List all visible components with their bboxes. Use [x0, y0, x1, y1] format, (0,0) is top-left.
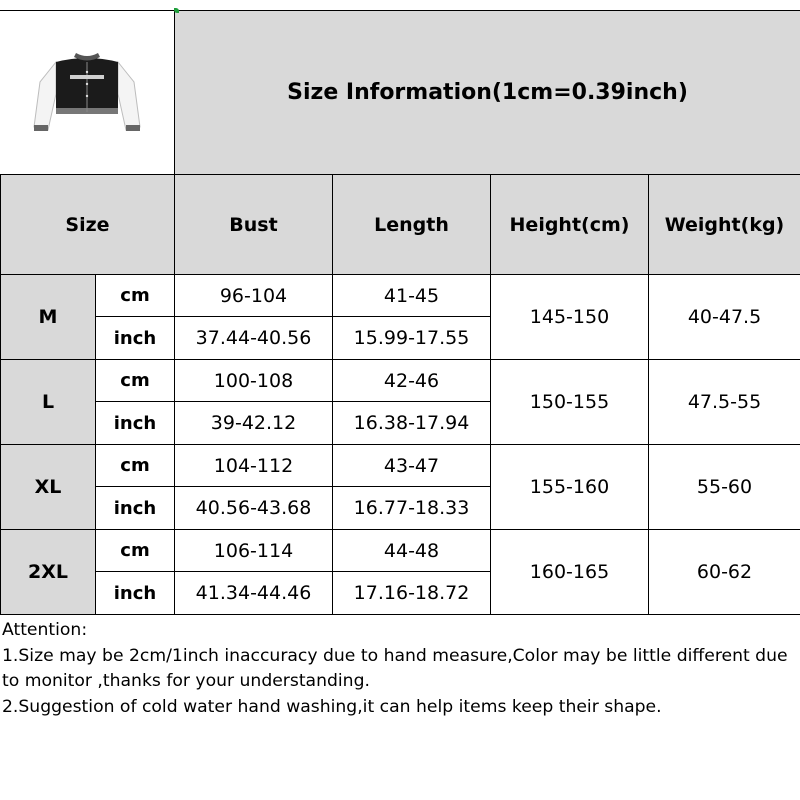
bust-inch: 37.44-40.56: [175, 317, 333, 360]
weight-value: 47.5-55: [649, 360, 800, 445]
note-line-1: 1.Size may be 2cm/1inch inaccuracy due to hand measure,Color may be little different due to monitor ,thanks for your understanding.: [2, 645, 788, 691]
unit-inch: inch: [96, 402, 175, 445]
col-header-length: Length: [333, 175, 491, 275]
length-cm: 41-45: [333, 275, 491, 317]
bust-cm: 100-108: [175, 360, 333, 402]
unit-inch: inch: [96, 487, 175, 530]
size-label: 2XL: [1, 530, 96, 615]
col-header-bust: Bust: [175, 175, 333, 275]
size-label: XL: [1, 445, 96, 530]
bust-cm: 104-112: [175, 445, 333, 487]
unit-cm: cm: [96, 360, 175, 402]
size-table: [0, 10, 800, 615]
col-header-size: Size: [1, 175, 175, 275]
corner-mark-icon: [174, 8, 179, 13]
unit-inch: inch: [96, 317, 175, 360]
bust-inch: 41.34-44.46: [175, 572, 333, 615]
height-value: 150-155: [491, 360, 649, 445]
bust-inch: 40.56-43.68: [175, 487, 333, 530]
weight-value: 60-62: [649, 530, 800, 615]
unit-cm: cm: [96, 530, 175, 572]
unit-cm: cm: [96, 275, 175, 317]
length-inch: 17.16-18.72: [333, 572, 491, 615]
weight-value: 55-60: [649, 445, 800, 530]
length-cm: 42-46: [333, 360, 491, 402]
height-value: 145-150: [491, 275, 649, 360]
length-cm: 44-48: [333, 530, 491, 572]
unit-cm: cm: [96, 445, 175, 487]
size-info-title: Size Information(1cm=0.39inch): [175, 11, 800, 175]
length-inch: 16.38-17.94: [333, 402, 491, 445]
notes-heading: Attention:: [2, 620, 88, 640]
col-header-weight: Weight(kg): [649, 175, 800, 275]
size-label: L: [1, 360, 96, 445]
length-cm: 43-47: [333, 445, 491, 487]
product-image-cell: [1, 11, 175, 175]
weight-value: 40-47.5: [649, 275, 800, 360]
length-inch: 15.99-17.55: [333, 317, 491, 360]
length-inch: 16.77-18.33: [333, 487, 491, 530]
height-value: 160-165: [491, 530, 649, 615]
bust-inch: 39-42.12: [175, 402, 333, 445]
attention-notes: [2, 618, 800, 720]
bust-cm: 106-114: [175, 530, 333, 572]
bust-cm: 96-104: [175, 275, 333, 317]
size-label: M: [1, 275, 96, 360]
jacket-image: [12, 32, 162, 152]
note-line-2: 2.Suggestion of cold water hand washing,it can help items keep their shape.: [2, 696, 662, 717]
unit-inch: inch: [96, 572, 175, 615]
height-value: 155-160: [491, 445, 649, 530]
col-header-height: Height(cm): [491, 175, 649, 275]
